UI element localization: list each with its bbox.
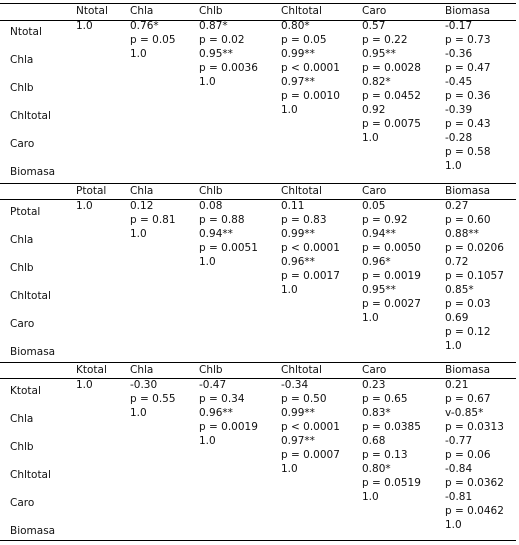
coefficient-cell: 0.80* xyxy=(281,20,310,32)
p-value-cell: p = 0.0519 xyxy=(362,477,421,489)
coefficient-cell: 0.95** xyxy=(362,48,396,60)
coefficient-cell: v-0.85* xyxy=(445,407,484,419)
coefficient-cell: 1.0 xyxy=(281,104,298,116)
column-header: Ptotal xyxy=(76,185,107,197)
row-label: Chltotal xyxy=(10,110,51,122)
coefficient-cell: 1.0 xyxy=(199,256,216,268)
p-value-cell: p = 0.22 xyxy=(362,34,408,46)
p-value-cell: p = 0.0452 xyxy=(362,90,421,102)
coefficient-cell: 1.0 xyxy=(362,132,379,144)
p-value-cell: p = 0.0362 xyxy=(445,477,504,489)
coefficient-cell: 0.83* xyxy=(362,407,391,419)
column-header: Chla xyxy=(130,364,154,376)
p-value-cell: p = 0.83 xyxy=(281,214,327,226)
row-label: Chlb xyxy=(10,82,34,94)
row-label: Biomasa xyxy=(10,525,56,537)
column-header: Chltotal xyxy=(281,5,322,17)
coefficient-cell: 0.96** xyxy=(199,407,233,419)
p-value-cell: p = 0.34 xyxy=(199,393,245,405)
coefficient-cell: -0.77 xyxy=(445,435,473,447)
row-label: Chla xyxy=(10,413,34,425)
coefficient-cell: -0.17 xyxy=(445,20,473,32)
p-value-cell: p = 0.03 xyxy=(445,298,491,310)
p-value-cell: p = 0.0075 xyxy=(362,118,421,130)
p-value-cell: p < 0.0001 xyxy=(281,62,340,74)
p-value-cell: p = 0.05 xyxy=(130,34,176,46)
coefficient-cell: -0.47 xyxy=(199,379,227,391)
coefficient-cell: 0.05 xyxy=(362,200,386,212)
p-value-cell: p < 0.0001 xyxy=(281,421,340,433)
p-value-cell: p = 0.1057 xyxy=(445,270,504,282)
p-value-cell: p = 0.0036 xyxy=(199,62,258,74)
row-label: Biomasa xyxy=(10,166,56,178)
column-header: Chlb xyxy=(199,5,223,17)
coefficient-cell: 1.0 xyxy=(445,519,462,531)
p-value-cell: p = 0.65 xyxy=(362,393,408,405)
coefficient-cell: 0.95** xyxy=(199,48,233,60)
coefficient-cell: 1.0 xyxy=(199,76,216,88)
p-value-cell: p = 0.06 xyxy=(445,449,491,461)
p-value-cell: p < 0.0001 xyxy=(281,242,340,254)
coefficient-cell: 1.0 xyxy=(76,200,93,212)
column-header: Biomasa xyxy=(445,185,491,197)
coefficient-cell: -0.45 xyxy=(445,76,473,88)
column-header: Chla xyxy=(130,185,154,197)
coefficient-cell: 0.80* xyxy=(362,463,391,475)
p-value-cell: p = 0.05 xyxy=(281,34,327,46)
coefficient-cell: 0.94** xyxy=(362,228,396,240)
row-label: Ktotal xyxy=(10,385,41,397)
p-value-cell: p = 0.13 xyxy=(362,449,408,461)
p-value-cell: p = 0.73 xyxy=(445,34,491,46)
p-value-cell: p = 0.47 xyxy=(445,62,491,74)
coefficient-cell: 0.11 xyxy=(281,200,305,212)
coefficient-cell: 1.0 xyxy=(281,284,298,296)
p-value-cell: p = 0.50 xyxy=(281,393,327,405)
coefficient-cell: -0.81 xyxy=(445,491,473,503)
coefficient-cell: 0.23 xyxy=(362,379,386,391)
coefficient-cell: -0.30 xyxy=(130,379,158,391)
p-value-cell: p = 0.0019 xyxy=(362,270,421,282)
p-value-cell: p = 0.0017 xyxy=(281,270,340,282)
coefficient-cell: 1.0 xyxy=(445,340,462,352)
column-header: Chltotal xyxy=(281,185,322,197)
coefficient-cell: 0.99** xyxy=(281,228,315,240)
p-value-cell: p = 0.81 xyxy=(130,214,176,226)
p-value-cell: p = 0.0027 xyxy=(362,298,421,310)
coefficient-cell: 1.0 xyxy=(130,228,147,240)
coefficient-cell: 0.12 xyxy=(130,200,154,212)
p-value-cell: p = 0.58 xyxy=(445,146,491,158)
column-header: Ntotal xyxy=(76,5,108,17)
column-header: Chlb xyxy=(199,185,223,197)
coefficient-cell: 1.0 xyxy=(130,48,147,60)
coefficient-cell: 0.08 xyxy=(199,200,223,212)
column-header: Chlb xyxy=(199,364,223,376)
coefficient-cell: 1.0 xyxy=(362,491,379,503)
column-header: Chltotal xyxy=(281,364,322,376)
p-value-cell: p = 0.92 xyxy=(362,214,408,226)
coefficient-cell: 0.96* xyxy=(362,256,391,268)
coefficient-cell: -0.39 xyxy=(445,104,473,116)
row-label: Chltotal xyxy=(10,469,51,481)
coefficient-cell: 1.0 xyxy=(362,312,379,324)
coefficient-cell: 0.85* xyxy=(445,284,474,296)
coefficient-cell: 0.82* xyxy=(362,76,391,88)
p-value-cell: p = 0.0028 xyxy=(362,62,421,74)
coefficient-cell: 0.21 xyxy=(445,379,469,391)
coefficient-cell: 0.97** xyxy=(281,435,315,447)
row-label: Chlb xyxy=(10,441,34,453)
p-value-cell: p = 0.02 xyxy=(199,34,245,46)
column-header: Caro xyxy=(362,5,387,17)
p-value-cell: p = 0.12 xyxy=(445,326,491,338)
coefficient-cell: 0.57 xyxy=(362,20,386,32)
column-header: Chla xyxy=(130,5,154,17)
coefficient-cell: 1.0 xyxy=(199,435,216,447)
row-label: Caro xyxy=(10,318,35,330)
column-header: Biomasa xyxy=(445,364,491,376)
p-value-cell: p = 0.0010 xyxy=(281,90,340,102)
coefficient-cell: 1.0 xyxy=(281,463,298,475)
coefficient-cell: 1.0 xyxy=(76,20,93,32)
coefficient-cell: 0.96** xyxy=(281,256,315,268)
coefficient-cell: -0.84 xyxy=(445,463,473,475)
coefficient-cell: 0.92 xyxy=(362,104,386,116)
p-value-cell: p = 0.0019 xyxy=(199,421,258,433)
coefficient-cell: 0.72 xyxy=(445,256,469,268)
coefficient-cell: -0.36 xyxy=(445,48,473,60)
coefficient-cell: 0.95** xyxy=(362,284,396,296)
row-label: Chltotal xyxy=(10,290,51,302)
p-value-cell: p = 0.43 xyxy=(445,118,491,130)
p-value-cell: p = 0.60 xyxy=(445,214,491,226)
p-value-cell: p = 0.0462 xyxy=(445,505,504,517)
coefficient-cell: 0.68 xyxy=(362,435,386,447)
column-header: Caro xyxy=(362,185,387,197)
p-value-cell: p = 0.0313 xyxy=(445,421,504,433)
p-value-cell: p = 0.0051 xyxy=(199,242,258,254)
coefficient-cell: 1.0 xyxy=(130,407,147,419)
coefficient-cell: 0.76* xyxy=(130,20,159,32)
row-label: Chla xyxy=(10,54,34,66)
coefficient-cell: 1.0 xyxy=(445,160,462,172)
p-value-cell: p = 0.36 xyxy=(445,90,491,102)
coefficient-cell: -0.28 xyxy=(445,132,473,144)
p-value-cell: p = 0.88 xyxy=(199,214,245,226)
row-label: Ptotal xyxy=(10,206,41,218)
row-label: Chla xyxy=(10,234,34,246)
coefficient-cell: 0.88** xyxy=(445,228,479,240)
coefficient-cell: 1.0 xyxy=(76,379,93,391)
coefficient-cell: 0.27 xyxy=(445,200,469,212)
p-value-cell: p = 0.0206 xyxy=(445,242,504,254)
coefficient-cell: 0.94** xyxy=(199,228,233,240)
p-value-cell: p = 0.67 xyxy=(445,393,491,405)
p-value-cell: p = 0.0007 xyxy=(281,449,340,461)
row-label: Chlb xyxy=(10,262,34,274)
coefficient-cell: 0.99** xyxy=(281,48,315,60)
table-rule xyxy=(0,540,516,541)
row-label: Ntotal xyxy=(10,26,42,38)
column-header: Biomasa xyxy=(445,5,491,17)
column-header: Ktotal xyxy=(76,364,107,376)
coefficient-cell: -0.34 xyxy=(281,379,309,391)
row-label: Caro xyxy=(10,138,35,150)
p-value-cell: p = 0.55 xyxy=(130,393,176,405)
coefficient-cell: 0.87* xyxy=(199,20,228,32)
p-value-cell: p = 0.0050 xyxy=(362,242,421,254)
coefficient-cell: 0.99** xyxy=(281,407,315,419)
coefficient-cell: 0.97** xyxy=(281,76,315,88)
p-value-cell: p = 0.0385 xyxy=(362,421,421,433)
row-label: Caro xyxy=(10,497,35,509)
row-label: Biomasa xyxy=(10,346,56,358)
column-header: Caro xyxy=(362,364,387,376)
coefficient-cell: 0.69 xyxy=(445,312,469,324)
